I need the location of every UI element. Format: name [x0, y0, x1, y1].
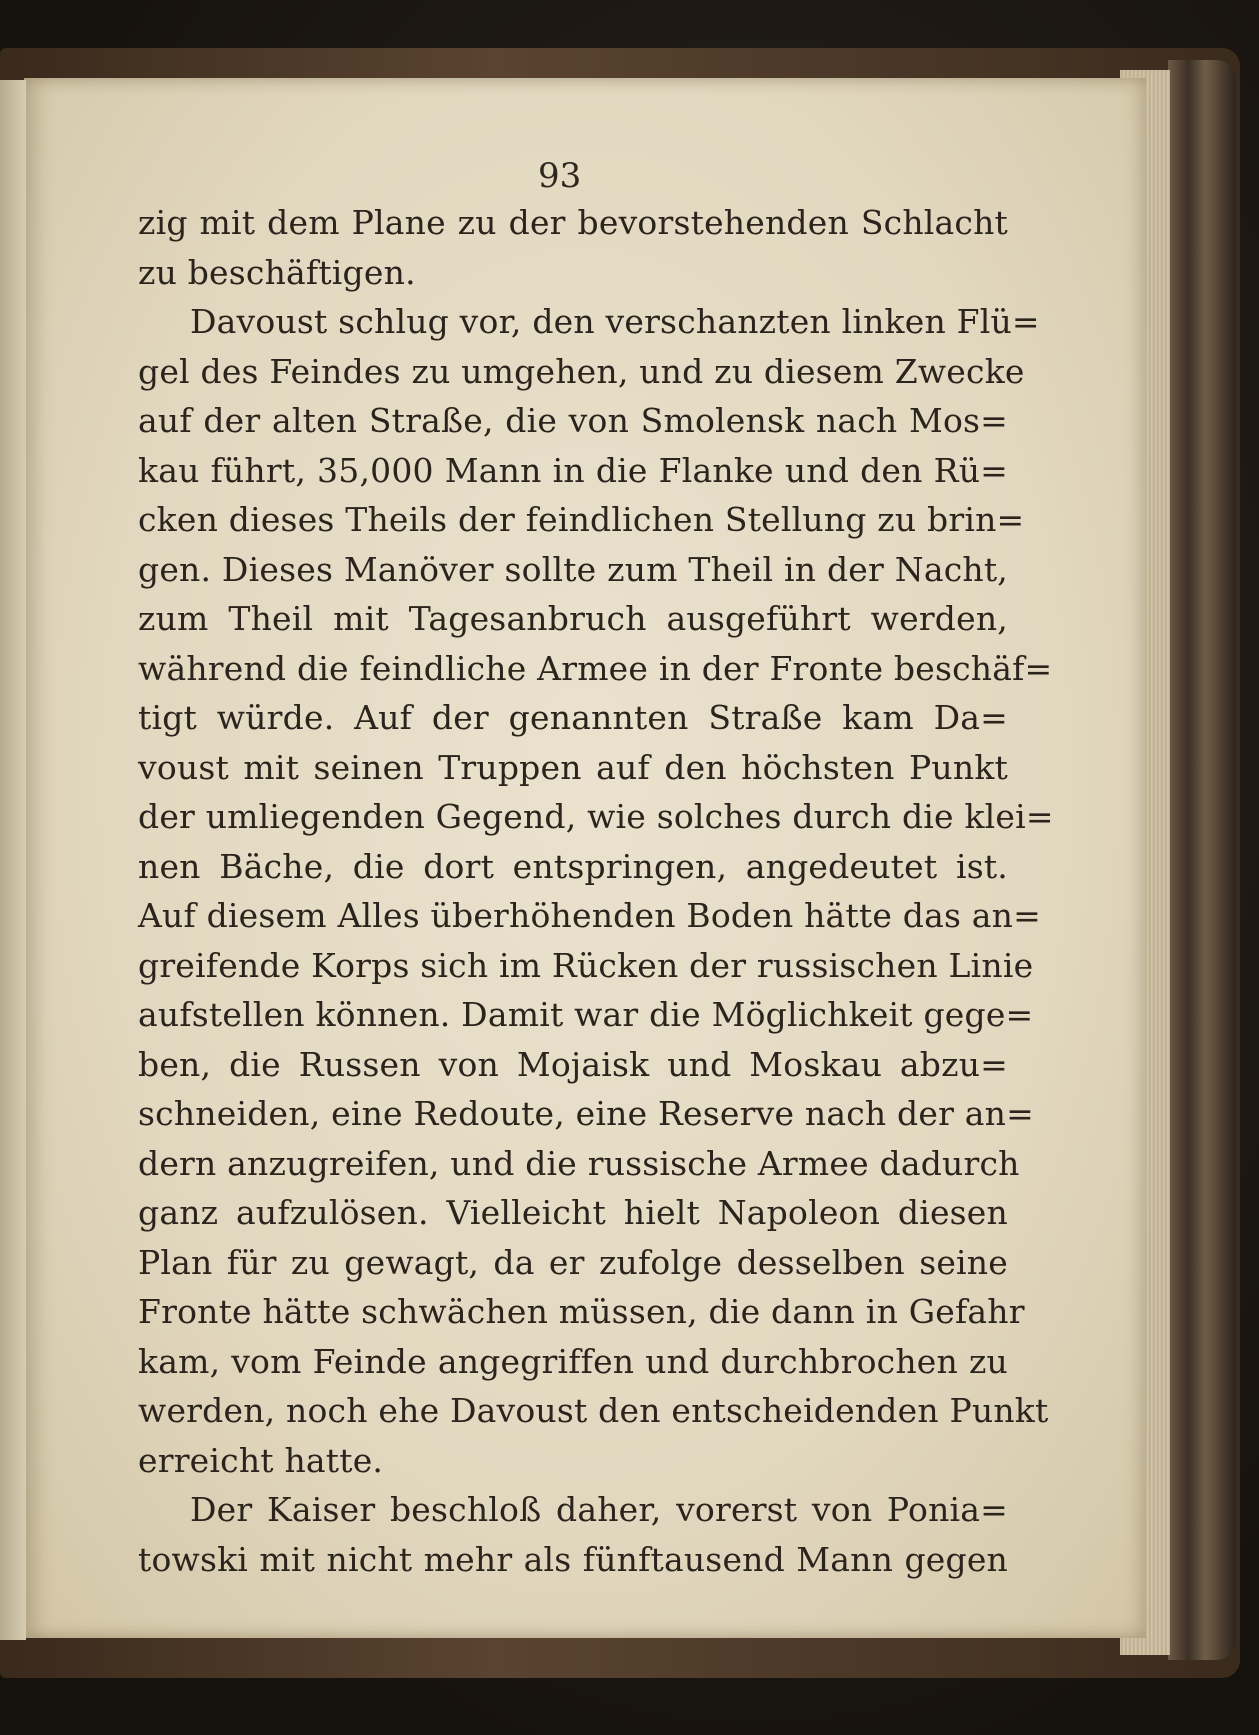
text-line: kau führt, 35,000 Mann in die Flanke und den Rü=	[138, 450, 1008, 490]
text-line: zu beschäftigen.	[138, 252, 416, 292]
text-line: während die feindliche Armee in der Fronte beschäf=	[138, 648, 1053, 688]
text-line: Fronte hätte schwächen müssen, die dann in Gefahr	[138, 1292, 1025, 1331]
text-line: zum Theil mit Tagesanbruch ausgeführt werden,	[138, 599, 1008, 638]
text-line: gen. Dieses Manöver sollte zum Theil in der Nacht,	[138, 549, 1008, 589]
text-line: schneiden, eine Redoute, eine Reserve nach der an=	[138, 1094, 1034, 1133]
text-line: tigt würde. Auf der genannten Straße kam Da=	[138, 698, 1008, 737]
text-line: voust mit seinen Truppen auf den höchsten Punkt	[138, 747, 1008, 787]
text-line: zig mit dem Plane zu der bevorstehenden Schlacht	[138, 203, 1008, 242]
text-line: auf der alten Straße, die von Smolensk nach Mos=	[138, 401, 1008, 440]
text-line: der umliegenden Gegend, wie solches durch die klei=	[138, 797, 1054, 836]
text-line: nen Bäche, die dort entspringen, angedeutet ist.	[138, 846, 1008, 886]
text-line: greifende Korps sich im Rücken der russischen Linie	[138, 945, 1034, 985]
text-line: Der Kaiser beschloß daher, vorerst von Ponia=	[190, 1490, 1008, 1529]
page-number: 93	[538, 156, 582, 196]
text-line: towski mit nicht mehr als fünftausend Mann gegen	[138, 1539, 1008, 1579]
text-line: Auf diesem Alles überhöhenden Boden hätte das an=	[138, 896, 1041, 935]
text-line: gel des Feindes zu umgehen, und zu diesem Zwecke	[138, 351, 1025, 391]
text-line: erreicht hatte.	[138, 1440, 384, 1480]
text-line: werden, noch ehe Davoust den entscheidenden Punkt	[138, 1391, 1049, 1430]
book-cover-edge	[1168, 60, 1236, 1660]
text-line: ganz aufzulösen. Vielleicht hielt Napoleon diesen	[138, 1193, 1008, 1232]
text-line: aufstellen können. Damit war die Möglichkeit gege=	[138, 995, 1034, 1034]
text-line: ben, die Russen von Mojaisk und Moskau abzu=	[138, 1044, 1008, 1084]
text-line: Davoust schlug vor, den verschanzten linken Flü=	[190, 302, 1040, 341]
text-line: cken dieses Theils der feindlichen Stellung zu brin=	[138, 500, 1025, 539]
text-line: kam, vom Feinde angegriffen und durchbrochen zu	[138, 1341, 1008, 1381]
text-line: Plan für zu gewagt, da er zufolge desselben seine	[138, 1242, 1008, 1282]
text-line: dern anzugreifen, und die russische Armee dadurch	[138, 1143, 1020, 1183]
page-text	[138, 198, 1054, 1584]
previous-page-edge	[0, 80, 26, 1640]
